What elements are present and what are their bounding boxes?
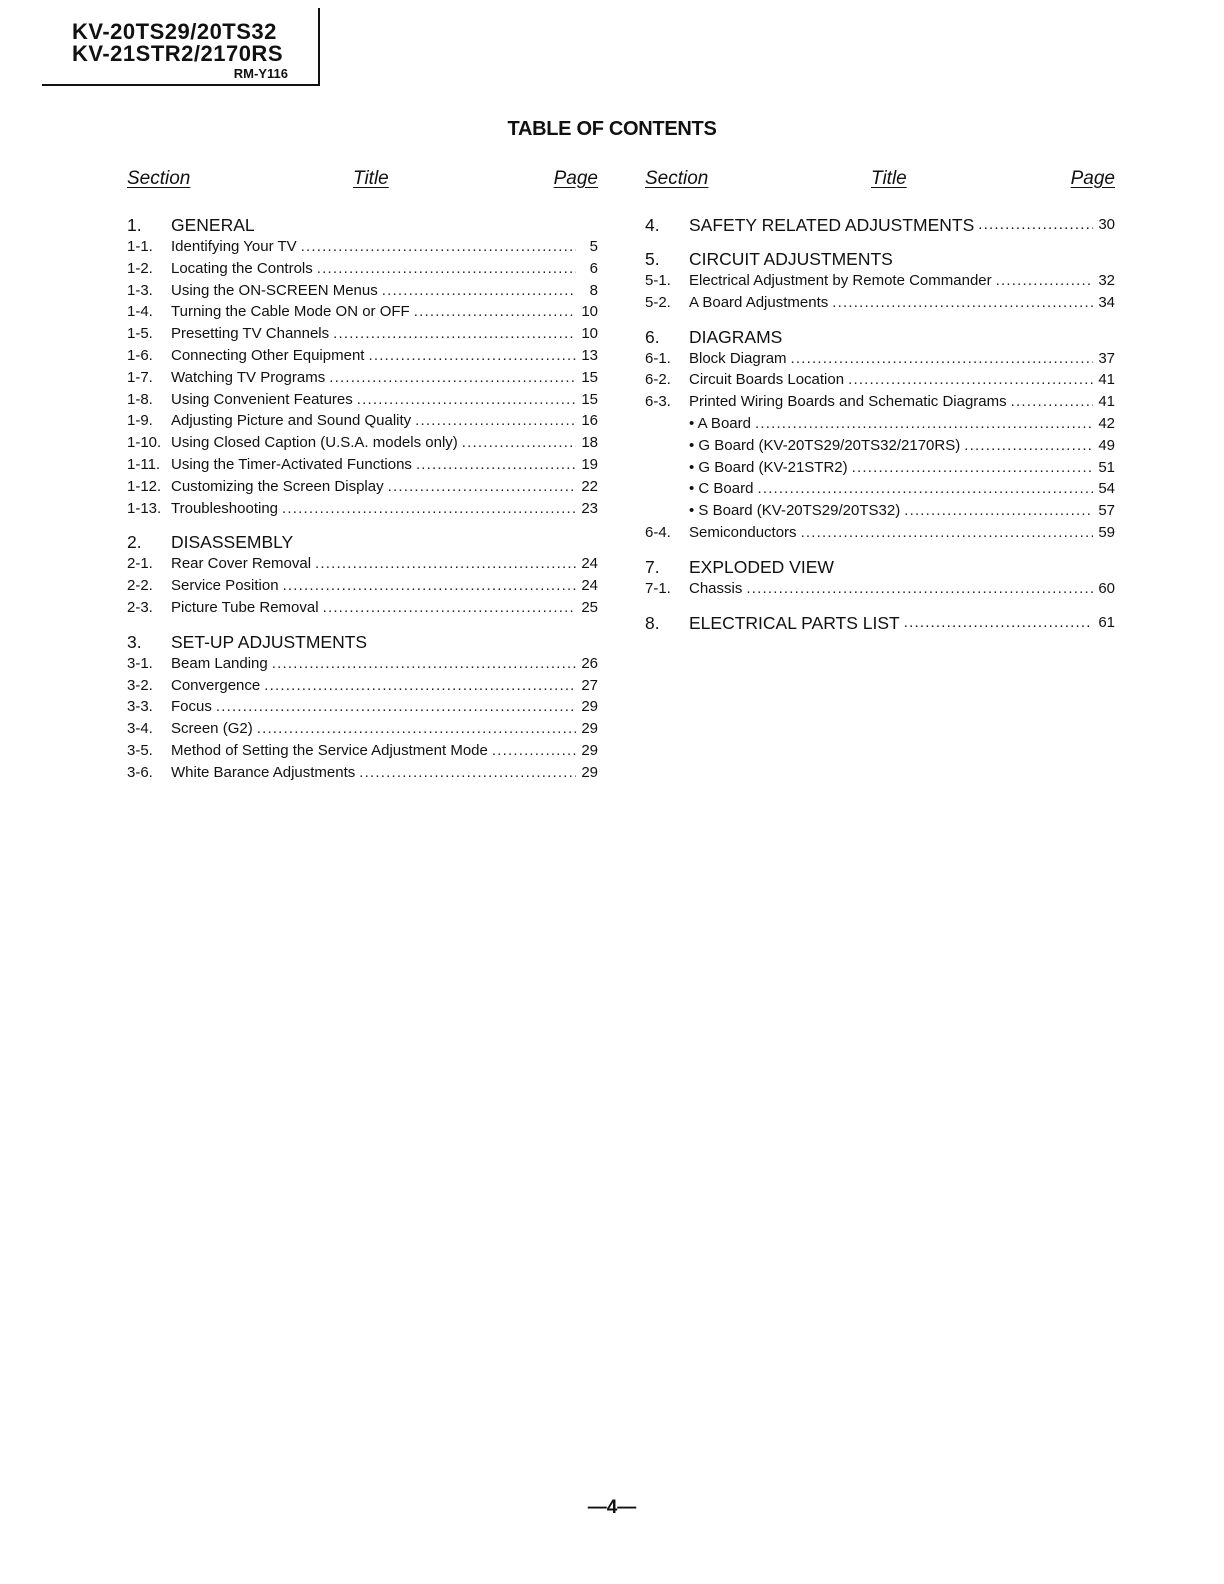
dot-leader [282, 498, 576, 520]
section-title: SET-UP ADJUSTMENTS [171, 631, 368, 652]
dot-leader [791, 348, 1093, 370]
dot-leader [368, 345, 576, 367]
entry-page: 29 [581, 741, 598, 759]
model-line-1: KV-20TS29/20TS32 [72, 19, 277, 44]
entry-page: 16 [581, 412, 598, 430]
toc-entry [645, 369, 1115, 391]
entry-page: 24 [581, 577, 598, 595]
entry-page: 41 [1098, 371, 1115, 389]
toc-entry [645, 435, 1115, 457]
entry-page: 10 [581, 303, 598, 321]
entry-page: 24 [581, 555, 598, 573]
entry-title: White Barance Adjustments [171, 763, 356, 781]
entry-page: 15 [581, 368, 598, 386]
section-number: 4. [645, 215, 660, 235]
section-heading [127, 531, 598, 553]
dot-leader [382, 280, 576, 302]
entry-number: 1-10. [127, 434, 162, 452]
toc-entry [645, 391, 1115, 413]
dot-leader [323, 597, 576, 619]
toc-entry [127, 653, 598, 675]
entry-title: Turning the Cable Mode ON or OFF [171, 303, 410, 321]
entry-page: 26 [581, 654, 598, 672]
toc-section [645, 556, 1115, 600]
toc-section [645, 248, 1115, 314]
entry-page: 29 [581, 698, 598, 716]
dot-leader [1011, 391, 1093, 413]
entry-title: Method of Setting the Service Adjustment Mode [171, 741, 488, 759]
toc-entry [127, 476, 598, 498]
entry-title: Service Position [171, 577, 279, 595]
title-header: Title [353, 168, 389, 189]
dot-leader [964, 435, 1093, 457]
entry-title: Locating the Controls [171, 259, 313, 277]
dot-leader [801, 522, 1093, 544]
entry-page: 60 [1098, 579, 1115, 597]
dot-leader [264, 675, 576, 697]
entry-title: Convergence [171, 676, 261, 694]
toc-entry [645, 270, 1115, 292]
entry-page: 13 [581, 346, 598, 364]
model-line-2: KV-21STR2/2170RS [72, 41, 283, 66]
entry-page: 54 [1098, 480, 1115, 498]
toc-entry [127, 301, 598, 323]
entry-number: 3-4. [127, 720, 153, 738]
dot-leader [301, 236, 576, 258]
dot-leader [315, 553, 576, 575]
section-title: ELECTRICAL PARTS LIST [689, 612, 900, 633]
entry-page: 59 [1098, 523, 1115, 541]
toc-entry [127, 410, 598, 432]
entry-page: 51 [1098, 458, 1115, 476]
section-heading [645, 612, 1115, 634]
entry-number: 1-12. [127, 477, 162, 495]
dot-leader [978, 214, 1093, 236]
toc-entry [127, 323, 598, 345]
section-number: 1. [127, 215, 142, 235]
entry-title: Using the Timer-Activated Functions [171, 455, 412, 473]
toc-entry [127, 740, 598, 762]
section-header: Section [645, 168, 709, 189]
toc-entry [645, 578, 1115, 600]
entry-page: 57 [1098, 502, 1115, 520]
toc-section [645, 214, 1115, 236]
dot-leader [904, 500, 1093, 522]
entry-page: 5 [589, 238, 598, 255]
entry-title: Using Convenient Features [171, 390, 353, 408]
section-number: 6. [645, 326, 660, 347]
entry-title: • C Board [689, 480, 754, 498]
entry-title: • G Board (KV-21STR2) [689, 458, 848, 476]
dot-leader [757, 478, 1093, 500]
entry-number: 5-1. [645, 272, 671, 289]
toc-right-body [645, 214, 1115, 634]
section-title: DISASSEMBLY [171, 532, 294, 553]
toc-section [127, 531, 598, 618]
toc-entry [645, 522, 1115, 544]
entry-number: 7-1. [645, 579, 671, 597]
toc-section [645, 612, 1115, 634]
section-heading [127, 631, 598, 653]
dot-leader [996, 270, 1093, 292]
entry-title: • G Board (KV-20TS29/20TS32/2170RS) [689, 436, 961, 454]
entry-title: Picture Tube Removal [171, 598, 319, 616]
entry-number: 1-5. [127, 325, 153, 343]
toc-entry [645, 348, 1115, 370]
toc-entry [645, 292, 1115, 314]
entry-number: 1-11. [127, 455, 161, 473]
dot-leader [216, 696, 576, 718]
toc-entry [127, 762, 598, 784]
entry-number: 1-4. [127, 303, 153, 321]
entry-number: 1-1. [127, 238, 153, 255]
toc-entry [645, 500, 1115, 522]
entry-title: Beam Landing [171, 654, 268, 672]
entry-page: 18 [581, 434, 598, 452]
entry-number: 1-8. [127, 390, 153, 408]
section-number: 8. [645, 612, 660, 633]
entry-number: 1-2. [127, 259, 153, 277]
entry-title: • A Board [689, 414, 751, 432]
entry-page: 22 [581, 477, 598, 495]
toc-entry [127, 236, 598, 258]
entry-title: A Board Adjustments [689, 293, 829, 311]
entry-number: 6-3. [645, 393, 671, 411]
entry-number: 2-2. [127, 577, 153, 595]
column-header [127, 168, 598, 202]
toc-column-left [127, 168, 598, 784]
dot-leader [904, 612, 1093, 634]
entry-page: 10 [581, 325, 598, 343]
toc-entry [127, 718, 598, 740]
entry-title: Troubleshooting [171, 499, 279, 517]
dot-leader [357, 389, 576, 411]
entry-page: 6 [589, 259, 598, 277]
dot-leader [746, 578, 1093, 600]
section-heading [645, 326, 1115, 348]
dot-leader [388, 476, 576, 498]
entry-number: 2-1. [127, 555, 153, 573]
entry-number: 1-13. [127, 499, 162, 517]
toc-entry [645, 457, 1115, 479]
dot-leader [359, 762, 576, 784]
toc-entry [127, 258, 598, 280]
entry-page: 34 [1098, 293, 1115, 311]
toc-entry [127, 454, 598, 476]
dot-leader [414, 301, 576, 323]
toc-entry [127, 553, 598, 575]
dot-leader [283, 575, 576, 597]
page-header: Page [553, 168, 598, 189]
section-title: CIRCUIT ADJUSTMENTS [689, 249, 893, 269]
entry-page: 37 [1098, 349, 1115, 367]
entry-number: 3-5. [127, 741, 153, 759]
toc-entry [127, 597, 598, 619]
entry-title: Chassis [689, 579, 743, 597]
toc-entry [127, 432, 598, 454]
entry-number: 3-2. [127, 676, 153, 694]
dot-leader [272, 653, 576, 675]
entry-number: 1-3. [127, 281, 153, 299]
entry-page: 8 [589, 281, 598, 299]
entry-title: Presetting TV Channels [171, 325, 330, 343]
dot-leader [492, 740, 576, 762]
remote-model: RM-Y116 [233, 66, 288, 81]
entry-title: Identifying Your TV [171, 238, 297, 255]
entry-number: 5-2. [645, 293, 671, 311]
dot-leader [462, 432, 576, 454]
entry-title: Rear Cover Removal [171, 555, 312, 573]
entry-title: Printed Wiring Boards and Schematic Diagrams [689, 393, 1007, 411]
toc-entry [127, 575, 598, 597]
dot-leader [317, 258, 576, 280]
model-header [42, 8, 320, 86]
entry-page: 49 [1098, 436, 1115, 454]
entry-title: Electrical Adjustment by Remote Commander [689, 272, 992, 289]
toc-entry [127, 498, 598, 520]
section-number: 2. [127, 532, 142, 553]
section-heading [645, 214, 1115, 236]
entry-page: 42 [1098, 414, 1115, 432]
entry-title: Using the ON-SCREEN Menus [171, 281, 378, 299]
entry-page: 32 [1098, 272, 1115, 289]
page-title: TABLE OF CONTENTS [507, 118, 717, 140]
toc-entry [127, 389, 598, 411]
entry-number: 1-6. [127, 346, 153, 364]
entry-page: 27 [581, 676, 598, 694]
entry-title: Using Closed Caption (U.S.A. models only) [171, 434, 458, 452]
entry-title: Semiconductors [689, 523, 797, 541]
section-heading [645, 248, 1115, 270]
toc-entry [645, 478, 1115, 500]
dot-leader [852, 457, 1093, 479]
entry-page: 41 [1098, 393, 1115, 411]
entry-number: 1-7. [127, 368, 153, 386]
entry-page: 29 [581, 720, 598, 738]
toc-entry [127, 367, 598, 389]
entry-title: Block Diagram [689, 349, 787, 367]
section-number: 7. [645, 556, 660, 577]
section-title: SAFETY RELATED ADJUSTMENTS [689, 215, 975, 235]
section-title: EXPLODED VIEW [689, 556, 834, 577]
entry-page: 19 [581, 455, 598, 473]
entry-number: 6-2. [645, 371, 671, 389]
page-number: —4— [587, 1497, 637, 1518]
toc-section [127, 214, 598, 519]
toc-entry [127, 280, 598, 302]
toc-entry [127, 345, 598, 367]
entry-title: Connecting Other Equipment [171, 346, 365, 364]
dot-leader [416, 454, 576, 476]
section-title: DIAGRAMS [689, 326, 783, 347]
title-header: Title [871, 168, 907, 189]
entry-page: 25 [581, 598, 598, 616]
entry-number: 3-3. [127, 698, 153, 716]
entry-title: Watching TV Programs [171, 368, 326, 386]
entry-number: 2-3. [127, 598, 153, 616]
entry-title: • S Board (KV-20TS29/20TS32) [689, 502, 901, 520]
toc-left-body [127, 214, 598, 784]
toc-entry [645, 413, 1115, 435]
section-title: GENERAL [171, 215, 255, 235]
dot-leader [257, 718, 576, 740]
entry-number: 1-9. [127, 412, 153, 430]
toc-section [127, 631, 598, 784]
toc-entry [127, 675, 598, 697]
section-page: 30 [1098, 216, 1115, 233]
section-header: Section [127, 168, 191, 189]
dot-leader [415, 410, 576, 432]
entry-title: Screen (G2) [171, 720, 253, 738]
dot-leader [755, 413, 1093, 435]
entry-page: 23 [581, 499, 598, 517]
entry-number: 3-1. [127, 654, 153, 672]
toc-section [645, 326, 1115, 544]
entry-number: 3-6. [127, 763, 153, 781]
entry-page: 29 [581, 763, 598, 781]
section-number: 3. [127, 631, 142, 652]
entry-title: Circuit Boards Location [689, 371, 845, 389]
dot-leader [832, 292, 1093, 314]
toc-entry [127, 696, 598, 718]
section-page: 61 [1098, 613, 1115, 631]
entry-number: 6-4. [645, 523, 671, 541]
column-header [645, 168, 1115, 202]
page-header: Page [1070, 168, 1115, 189]
dot-leader [848, 369, 1093, 391]
dot-leader [329, 367, 576, 389]
toc-column-right [645, 168, 1115, 634]
section-heading [645, 556, 1115, 578]
entry-title: Focus [171, 698, 212, 716]
section-heading [127, 214, 598, 236]
dot-leader [333, 323, 576, 345]
entry-page: 15 [581, 390, 598, 408]
entry-number: 6-1. [645, 349, 671, 367]
entry-title: Customizing the Screen Display [171, 477, 384, 495]
section-number: 5. [645, 249, 660, 269]
entry-title: Adjusting Picture and Sound Quality [171, 412, 412, 430]
